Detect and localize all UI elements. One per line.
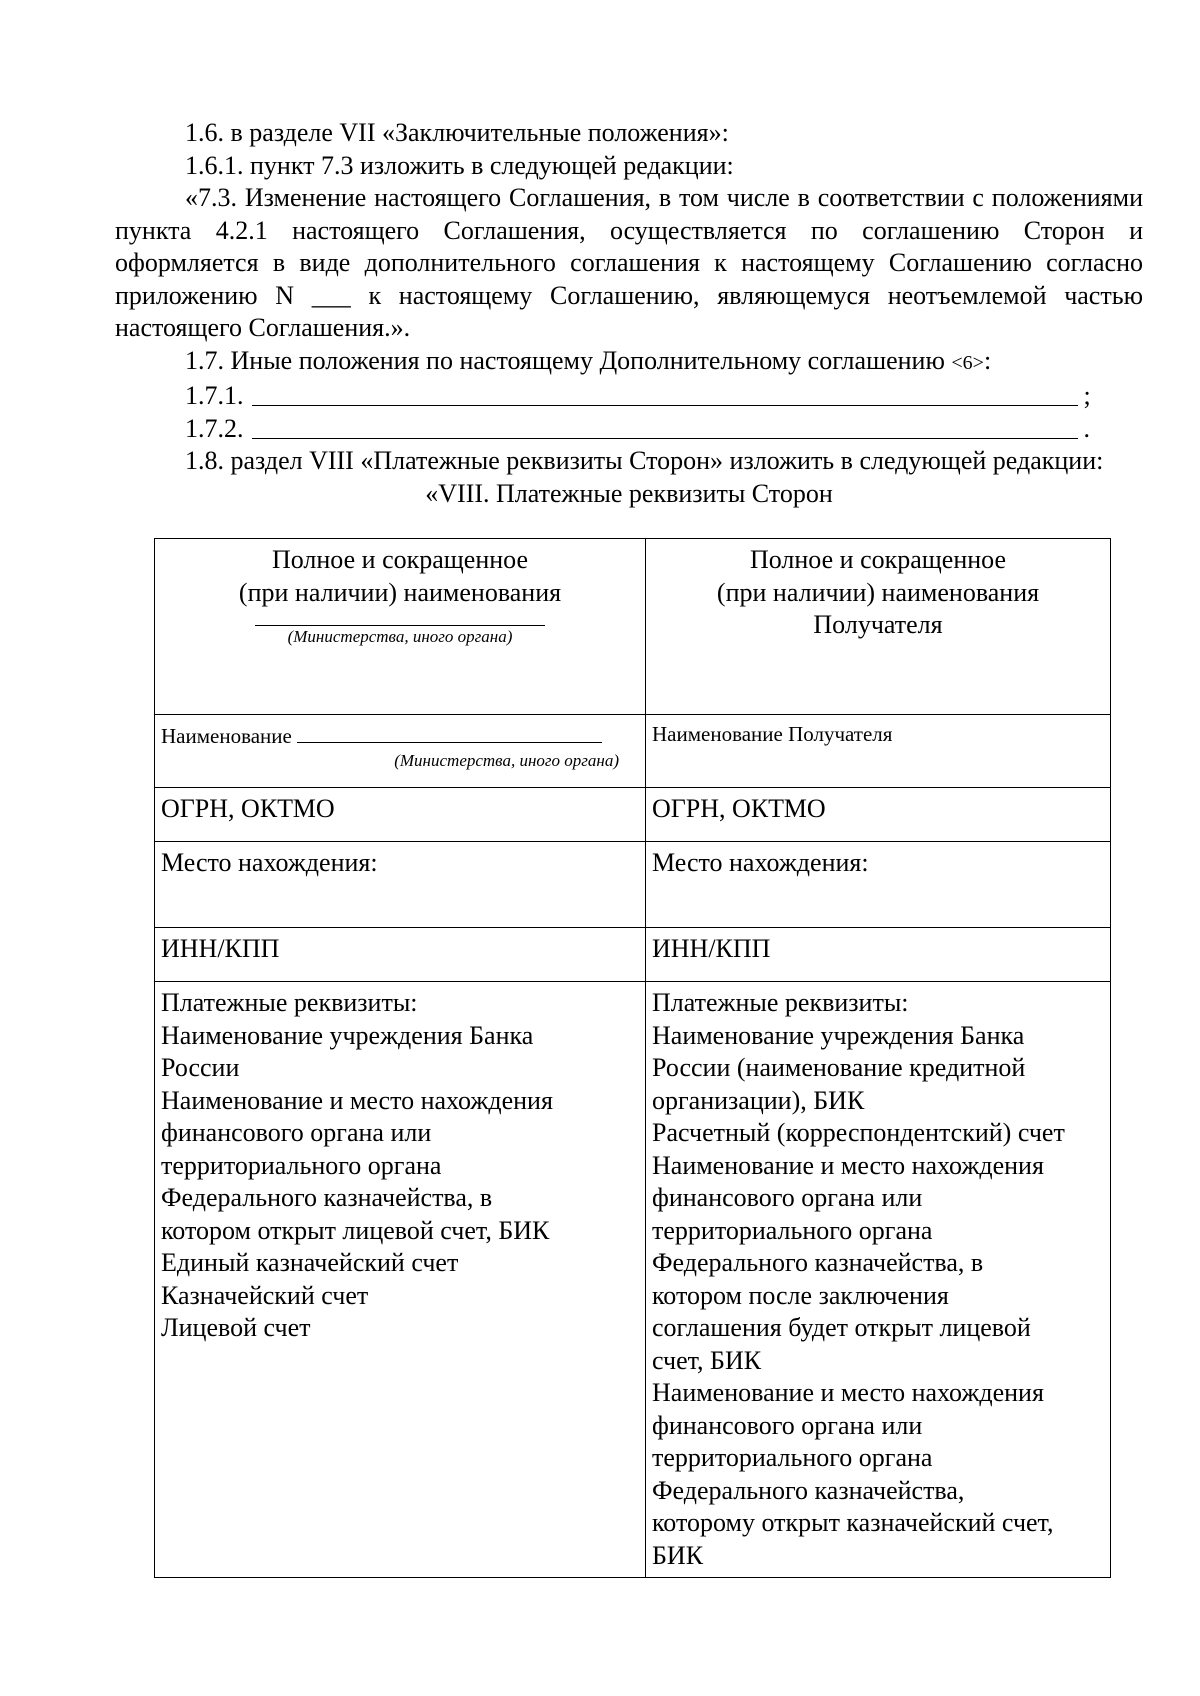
name-left-note: (Министерства, иного органа) [394,751,619,770]
paragraph-7-3: «7.3. Изменение настоящего Соглашения, в том числе в соответствии с положениями пункта 4.2.1 настоящего Соглашения, осуществляется по соглашению Сторон и оформляется в виде дополнительного соглашения к настоящему Соглашению согласно приложению N ___ к настоящему Соглашению, являющемуся неотъемлемой частью настоящего Соглашения.». [115,183,1143,342]
bank-left-line: территориального органа [161,1150,442,1180]
ogrn-right-cell: ОГРН, ОКТМО [646,788,1111,842]
bank-right-line: Расчетный (корреспондентский) счет [652,1118,1065,1147]
item-1-7-1-blank [252,379,1078,406]
name-left-blank [297,720,602,743]
head-right-line3: Получателя [813,610,943,639]
item-1-7-2-number: 1.7.2. [185,413,244,443]
item-1-7-1-number: 1.7.1. [185,380,244,410]
bank-right-line: Федерального казначейства, в [652,1248,984,1277]
bank-right-cell [646,982,1111,1578]
bank-right-line: Наименование и место нахождения [652,1378,1044,1407]
paragraph-1-7-colon: : [983,345,992,375]
paragraph-1-6: 1.6. в разделе VII «Заключительные положения»: [185,118,729,147]
bank-right-line: соглашения будет открыт лицевой [652,1313,1031,1342]
section-title: «VIII. Платежные реквизиты Сторон [425,478,833,508]
bank-right-line: котором после заключения [652,1280,949,1310]
head-right-line2: (при наличии) наименования [716,577,1040,607]
item-1-7-2 [115,412,1143,445]
bank-right-line: которому открыт казначейский счет, [652,1508,1054,1537]
bank-right-line: территориального органа [652,1443,933,1472]
item-1-7-1 [115,379,1143,412]
bank-left-cell [155,982,646,1578]
name-left-cell [155,715,646,788]
head-left-cell [155,539,646,715]
document-body [115,117,1143,510]
bank-right-line: Платежные реквизиты: [652,988,909,1017]
bank-right-line: России (наименование кредитной [652,1053,1026,1082]
bank-left-line: Наименование учреждения Банка [161,1020,534,1050]
bank-left-line: Лицевой счет [161,1313,311,1342]
table-row [155,715,1111,788]
ogrn-left-cell: ОГРН, ОКТМО [155,788,646,842]
table-row [155,842,1111,928]
name-right-label: Наименование Получателя [652,722,893,746]
ministry-name-blank [255,617,545,626]
paragraph-1-6-1: 1.6.1. пункт 7.3 изложить в следующей редакции: [185,150,734,180]
payment-details-table [154,538,1111,1578]
bank-left-line: Платежные реквизиты: [161,988,418,1017]
table-row [155,788,1111,842]
bank-right-line: Федерального казначейства, [652,1475,965,1505]
bank-left-line: Наименование и место нахождения [161,1085,553,1115]
paragraph-1-7-text: 1.7. Иные положения по настоящему Дополнительному соглашению [185,345,945,375]
bank-left-line: России [161,1053,240,1082]
bank-right-line: Наименование учреждения Банка [652,1020,1025,1050]
name-left-label: Наименование [161,724,292,748]
name-left-line [161,720,639,750]
bank-right-line: БИК [652,1540,704,1570]
bank-left-line: Федерального казначейства, в [161,1183,493,1212]
bank-left-line: Единый казначейский счет [161,1248,459,1277]
bank-right-line: Наименование и место нахождения [652,1150,1044,1180]
head-left-note: (Министерства, иного органа) [287,627,513,646]
bank-right-line: финансового органа или [652,1410,923,1440]
item-1-7-2-end: . [1083,413,1090,443]
inn-left-cell: ИНН/КПП [155,928,646,982]
bank-right-line: организации), БИК [652,1085,865,1115]
table-row [155,539,1111,715]
paragraph-1-8: 1.8. раздел VIII «Платежные реквизиты Сторон» изложить в следующей редакции: [185,446,1104,475]
item-1-7-1-end: ; [1083,380,1091,410]
item-1-7-2-blank [252,412,1078,439]
head-right-cell [646,539,1111,715]
bank-right-line: территориального органа [652,1215,933,1245]
table-row [155,928,1111,982]
head-left-line2: (при наличии) наименования [238,577,562,607]
address-right-cell: Место нахождения: [646,842,1111,928]
paragraph-1-7 [115,345,1143,380]
bank-left-line: котором открыт лицевой счет, БИК [161,1215,550,1245]
name-right-cell [646,715,1111,788]
bank-right-line: финансового органа или [652,1183,923,1212]
footnote-ref: <6> [951,351,984,374]
address-left-cell: Место нахождения: [155,842,646,928]
bank-left-line: финансового органа или [161,1118,432,1147]
head-right-line1: Полное и сокращенное [749,545,1007,574]
bank-right-line: счет, БИК [652,1345,762,1375]
table-row [155,982,1111,1578]
bank-left-line: Казначейский счет [161,1280,369,1310]
head-left-line1: Полное и сокращенное [271,545,529,574]
inn-right-cell: ИНН/КПП [646,928,1111,982]
